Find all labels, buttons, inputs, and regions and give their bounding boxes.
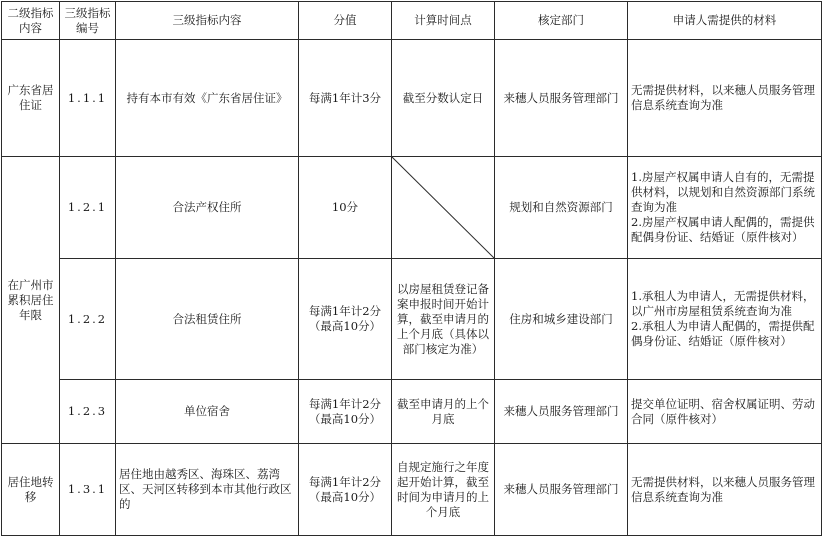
table-row (2, 259, 822, 380)
time-cell: 以房屋租赁登记备案申报时间开始计算，截至申请月的上个月底（具体以部门核定为准） (392, 259, 495, 380)
dept-cell: 住房和城乡建设部门 (495, 259, 628, 380)
time-cell: 截至申请月的上个月底 (392, 380, 495, 444)
time-cell: 截至分数认定日 (392, 40, 495, 157)
diagonal-line (392, 157, 494, 258)
table-row (2, 157, 822, 259)
table-row (2, 380, 822, 444)
level2-cell: 在广州市累积居住年限 (2, 157, 60, 444)
dept-cell: 来穗人员服务管理部门 (495, 40, 628, 157)
materials-cell: 无需提供材料，以来穗人员服务管理信息系统查询为准 (628, 444, 822, 536)
time-cell-empty (392, 157, 495, 259)
score-cell: 每满1年计3分 (299, 40, 392, 157)
score-cell: 10分 (299, 157, 392, 259)
code-cell: 1.2.3 (60, 380, 116, 444)
score-cell: 每满1年计2分（最高10分） (299, 444, 392, 536)
header-dept: 核定部门 (495, 2, 628, 40)
header-row (2, 2, 822, 40)
content-cell: 居住地由越秀区、海珠区、荔湾区、天河区转移到本市其他行政区的 (116, 444, 299, 536)
dept-cell: 规划和自然资源部门 (495, 157, 628, 259)
table-row (2, 40, 822, 157)
dept-cell: 来穗人员服务管理部门 (495, 380, 628, 444)
content-cell: 单位宿舍 (116, 380, 299, 444)
content-cell: 持有本市有效《广东省居住证》 (116, 40, 299, 157)
materials-cell: 1.房屋产权属申请人自有的，无需提供材料，以规划和自然资源部门系统查询为准 2.房屋产权属申请人配偶的，需提供配偶身份证、结婚证（原件核对） (628, 157, 822, 259)
score-cell: 每满1年计2分（最高10分） (299, 259, 392, 380)
code-cell: 1.2.1 (60, 157, 116, 259)
materials-cell: 无需提供材料，以来穗人员服务管理信息系统查询为准 (628, 40, 822, 157)
score-cell: 每满1年计2分（最高10分） (299, 380, 392, 444)
header-materials: 申请人需提供的材料 (628, 2, 822, 40)
dept-cell: 来穗人员服务管理部门 (495, 444, 628, 536)
points-table (1, 1, 822, 536)
header-level3-code: 三级指标编号 (60, 2, 116, 40)
materials-cell: 提交单位证明、宿舍权属证明、劳动合同（原件核对） (628, 380, 822, 444)
header-level2: 二级指标内容 (2, 2, 60, 40)
table-row (2, 444, 822, 536)
level2-cell: 居住地转移 (2, 444, 60, 536)
time-cell: 自规定施行之年度起开始计算，截至时间为申请月的上个月底 (392, 444, 495, 536)
level2-cell: 广东省居住证 (2, 40, 60, 157)
code-cell: 1.1.1 (60, 40, 116, 157)
code-cell: 1.2.2 (60, 259, 116, 380)
content-cell: 合法租赁住所 (116, 259, 299, 380)
materials-cell: 1.承租人为申请人，无需提供材料，以广州市房屋租赁系统查询为准 2.承租人为申请人配偶的，需提供配偶身份证、结婚证（原件核对） (628, 259, 822, 380)
header-score: 分值 (299, 2, 392, 40)
header-level3-content: 三级指标内容 (116, 2, 299, 40)
header-time: 计算时间点 (392, 2, 495, 40)
content-cell: 合法产权住所 (116, 157, 299, 259)
code-cell: 1.3.1 (60, 444, 116, 536)
